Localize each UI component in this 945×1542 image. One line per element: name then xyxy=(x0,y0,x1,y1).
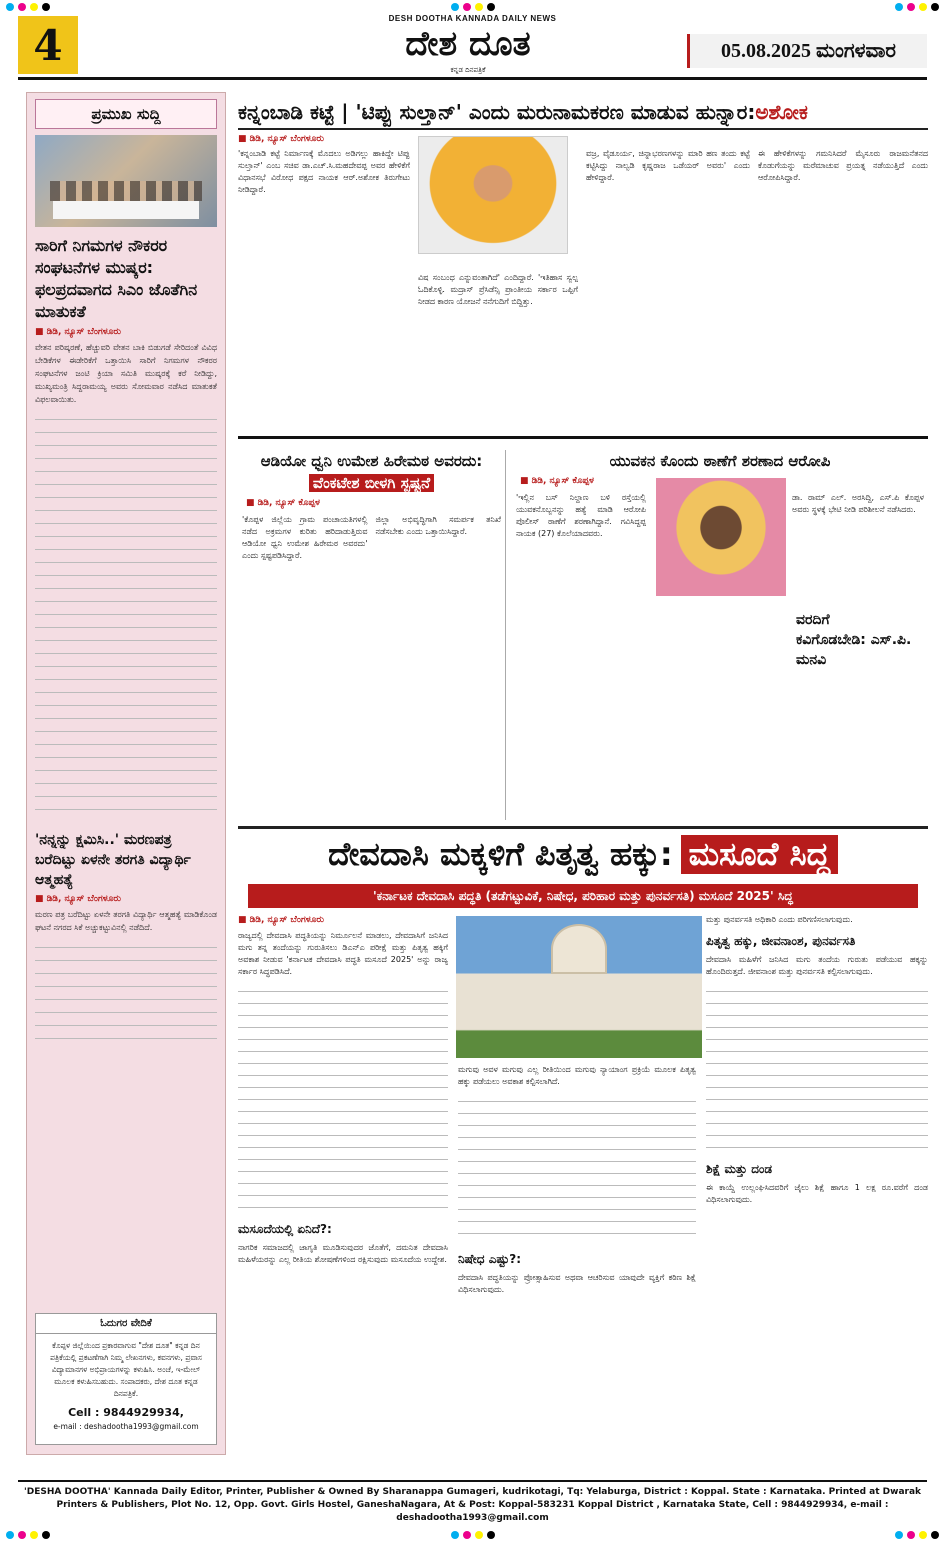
readers-forum-text: ಕೊಪ್ಪಳ ಜಿಲ್ಲೆಯಿಂದ ಪ್ರಕಾರವಾಗುವ "ದೇಶ ದೂತ" ಕನ್ನಡ ದಿನ ಪತ್ರಿಕೆಯಲ್ಲಿ ಪ್ರಕಟಣೆಗಾಗಿ ನಿಮ್ಮ ಲೇಖನಗಳು, ಕವನಗಳು, ಪ್ರವಾಸ ವಿದ್ಯಾಮಾನಗಳ ಅಭಿಪ್ರಾಯಗಳನ್ನು ಕಳುಹಿಸಿ. ಅಂಚೆ, ಇ-ಮೇಲ್ ಮೂಲಕ ಕಳುಹಿಸಬಹುದು. ಸಂಪಾದಕರು, ದೇಶ ದೂತ ಕನ್ನಡ ದಿನಪತ್ರಿಕೆ. xyxy=(50,1341,202,1398)
top-headline xyxy=(238,96,928,130)
murder-byline: ■ ಡಿಡಿ, ನ್ಯೂಸ್ ಕೊಪ್ಪಳ xyxy=(520,476,594,486)
left-column xyxy=(26,92,226,1455)
devadasi-col-3 xyxy=(706,914,928,1462)
imprint-footer: 'DESHA DOOTHA' Kannada Daily Editor, Printer, Publisher & Owned By Sharanappa Gumageri, kudrikotagi, Tq: Yelaburga, District : Koppal. State : Karnataka. Printed at Dwarak Printers & Publishers, Plot No. 12, Opp. Govt. Girls Hostel, GaneshaNagara, At & Post: Koppal-583231 Koppal District , Karnataka State, Cell : 9844929934, e-mail : deshadootha1993@gmail.com xyxy=(18,1480,927,1526)
vidhana-soudha-photo xyxy=(456,916,702,1058)
murder-headline: ಯುವಕನ ಕೊಂದು ಠಾಣೆಗೆ ಶರಣಾದ ಆರೋಪಿ xyxy=(609,452,831,470)
page-number: 4 xyxy=(18,16,78,74)
audio-col-2: ಜಿಲ್ಲಾ ಅಭಿವೃದ್ಧಿಗಾಗಿ ಸಮರ್ಪಕ ತನಿಖೆ ನಡೆಸಬೇಕು ಎಂದು ಒತ್ತಾಯಿಸಿದ್ದಾರೆ. xyxy=(375,515,501,536)
masthead xyxy=(18,14,927,80)
devadasi-col-3-text: ಮತ್ತು ಪುನರ್ವಸತಿ ಅಧಿಕಾರಿ ಎಂದು ಪರಿಗಣಿಸಲಾಗುವುದು. xyxy=(706,915,853,924)
kannada-masthead: ದೇಶ ದೂತ xyxy=(405,24,531,64)
devadasi-story xyxy=(238,914,928,1462)
left-byline: ■ ಡಿಡಿ, ನ್ಯೂಸ್ ಬೆಂಗಳೂರು xyxy=(35,327,121,337)
devadasi-col-1 xyxy=(238,914,448,1462)
devadasi-col-2-text: ಮಗುವು ಅವಳ ಮಗುವು ಎಲ್ಲ ರೀತಿಯಿಂದ ಮಗುವು ನ್ಯಾಯಾಂಗ ಪ್ರಕ್ರಿಯೆ ಮೂಲಕ ಪಿತೃತ್ವ ಹಕ್ಕು ಪಡೆಯಲು ಅವಕಾಶ ಕಲ್ಪಿಸಲಾಗಿದೆ. xyxy=(458,1065,696,1086)
left-body-2-continued xyxy=(35,940,217,1050)
devadasi-col-2-continued xyxy=(458,1094,696,1244)
readers-forum-title: ಓದುಗರ ವೇದಿಕೆ xyxy=(36,1314,216,1334)
readers-cell: Cell : 9844929934, xyxy=(68,1406,184,1419)
murder-story xyxy=(512,450,928,820)
devadasi-col-1-text: ರಾಜ್ಯದಲ್ಲಿ ದೇವದಾಸಿ ಪದ್ಧತಿಯನ್ನು ನಿರ್ಮೂಲನೆ ಮಾಡಲು, ದೇವದಾಸಿಗೆ ಜನಿಸಿದ ಮಗು ತನ್ನ ತಂದೆಯನ್ನು ಗುರುತಿಸಲು ಡಿಎನ್‌ಎ ಪರೀಕ್ಷೆ ಮತ್ತು ಪಿತೃತ್ವ ಹಕ್ಕಿಗೆ ಅವಕಾಶ ನೀಡುವ 'ಕರ್ನಾಟಕ ದೇವದಾಸಿ ಪದ್ಧತಿ ಮಸೂದೆ 2025' ಅನ್ನು ರಾಜ್ಯ ಸರ್ಕಾರ ಸಿದ್ಧಪಡಿಸಿದೆ. xyxy=(238,931,448,976)
top-byline: ■ ಡಿಡಿ, ನ್ಯೂಸ್ ಬೆಂಗಳೂರು xyxy=(238,134,324,144)
devadasi-col-1-continued xyxy=(238,984,448,1214)
devadasi-byline: ■ ಡಿಡಿ, ನ್ಯೂಸ್ ಬೆಂಗಳೂರು xyxy=(238,915,324,925)
left-body-continued xyxy=(35,412,217,822)
devadasi-col-2b-text: ದೇವದಾಸಿ ಪದ್ಧತಿಯನ್ನು ಪ್ರೋತ್ಸಾಹಿಸುವ ಅಥವಾ ಆಚರಿಸುವ ಯಾವುದೇ ವ್ಯಕ್ತಿಗೆ ಕಠಿಣ ಶಿಕ್ಷೆ ವಿಧಿಸಲಾಗುವುದು. xyxy=(458,1273,696,1294)
top-headline-main: ಕನ್ನಂಬಾಡಿ ಕಟ್ಟೆ | 'ಟಿಪ್ಪು ಸುಲ್ತಾನ್' ಎಂದು ಮರುನಾಮಕರಣ ಮಾಡುವ ಹುನ್ನಾರ: xyxy=(238,100,756,124)
devadasi-col-3b-text: ದೇವದಾಸಿ ಮಹಿಳೆಗೆ ಜನಿಸಿದ ಮಗು ತಂದೆಯ ಗುರುತು ಪಡೆಯುವ ಹಕ್ಕನ್ನು ಹೊಂದಿರುತ್ತದೆ. ಜೀವನಾಂಶ ಮತ್ತು ಪುನರ್ವಸತಿ ಕಲ್ಪಿಸಲಾಗುವುದು. xyxy=(706,955,928,976)
devadasi-col-1b-text: ನಾಗರಿಕ ಸಮಾಜದಲ್ಲಿ ಜಾಗೃತಿ ಮೂಡಿಸುವುದರ ಜೊತೆಗೆ, ದಮನಿತ ದೇವದಾಸಿ ಮಹಿಳೆಯರನ್ನು ಎಲ್ಲ ರೀತಿಯ ಶೋಷಣೆಗಳಿಂದ ರಕ್ಷಿಸುವುದು ಮಸೂದೆಯ ಉದ್ದೇಶ. xyxy=(238,1243,448,1264)
registration-strip-bottom xyxy=(0,1528,945,1542)
meeting-photo xyxy=(35,135,217,227)
audio-story xyxy=(238,450,506,820)
left-headline: ಸಾರಿಗೆ ನಿಗಮಗಳ ನೌಕರರ ಸಂಘಟನೆಗಳ ಮುಷ್ಕರ: ಫಲಪ್ರದವಾಗದ ಸಿಎಂ ಜೊತೆಗಿನ ಮಾತುಕತೆ xyxy=(35,236,198,321)
top-col-4: ಈ ಹೇಳಿಕೆಗಳನ್ನು ಗಮನಿಸಿದರೆ ಮೈಸೂರು ರಾಜಮನೆತನದ ಕೊಡುಗೆಯನ್ನು ಮರೆಮಾಚುವ ಪ್ರಯತ್ನ ನಡೆಯುತ್ತಿದೆ ಎಂದು ಆರೋಪಿಸಿದ್ದಾರೆ. xyxy=(758,149,928,182)
banner-headline xyxy=(238,826,928,880)
caption-block xyxy=(796,610,928,670)
victim-photo xyxy=(656,478,786,596)
top-col-1: 'ಕನ್ನಂಬಾಡಿ ಕಟ್ಟೆ ನಿರ್ಮಾಣಕ್ಕೆ ಮೊದಲು ಅಡಿಗಲ್ಲು ಹಾಕಿದ್ದೇ ಟಿಪ್ಪು ಸುಲ್ತಾನ್' ಎಂಬ ಸಚಿವ ಡಾ.ಎಚ್.ಸಿ.ಮಹದೇವಪ್ಪ ಅವರ ಹೇಳಿಕೆಗೆ ವಿಧಾನಸಭೆ ವಿರೋಧ ಪಕ್ಷದ ನಾಯಕ ಆರ್.ಅಶೋಕ ತಿರುಗೇಟು ನೀಡಿದ್ದಾರೆ. xyxy=(238,149,410,194)
banner-headline-highlight: ಮಸೂದೆ ಸಿದ್ಧ xyxy=(681,835,838,874)
readers-email: e-mail : deshadootha1993@gmail.com xyxy=(53,1422,199,1431)
audio-col-1: 'ಕೊಪ್ಪಳ ಜಿಲ್ಲೆಯ ಗ್ರಾಮ ಪಂಚಾಯತಿಗಳಲ್ಲಿ ನಡೆದ ಅಕ್ರಮಗಳ ಕುರಿತು ಹರಿದಾಡುತ್ತಿರುವ ಆಡಿಯೋ ಧ್ವನಿ ಉಮೇಶ ಹಿರೇಮಠ ಅವರದು' ಎಂದು ಸ್ಪಷ್ಟಪಡಿಸಿದ್ದಾರೆ. xyxy=(242,515,368,560)
banner-subheadline: 'ಕರ್ನಾಟಕ ದೇವದಾಸಿ ಪದ್ಧತಿ (ತಡೆಗಟ್ಟುವಿಕೆ, ನಿಷೇಧ, ಪರಿಹಾರ ಮತ್ತು ಪುನರ್ವಸತಿ) ಮಸೂದೆ 2025' ಸಿದ್ಧ xyxy=(248,884,918,908)
murder-col-2: ಡಾ. ರಾಮ್ ಎಲ್. ಅರಸಿದ್ದಿ, ಎಸ್.ಪಿ ಕೊಪ್ಪಳ ಅವರು ಸ್ಥಳಕ್ಕೆ ಭೇಟಿ ನೀಡಿ ಪರಿಶೀಲನೆ ನಡೆಸಿದರು. xyxy=(792,493,924,514)
dateline: 05.08.2025 ಮಂಗಳವಾರ xyxy=(687,34,927,68)
left-byline-2: ■ ಡಿಡಿ, ನ್ಯೂಸ್ ಬೆಂಗಳೂರು xyxy=(35,894,121,904)
left-body-2: ಮರಣ ಪತ್ರ ಬರೆದಿಟ್ಟು ಏಳನೇ ತರಗತಿ ವಿದ್ಯಾರ್ಥಿ ಆತ್ಮಹತ್ಯೆ ಮಾಡಿಕೊಂಡ ಘಟನೆ ನಗರದ ಸಿಕೆ ಅಚ್ಚುಕಟ್ಟುವಿನಲ್ಲಿ ನಡೆದಿದೆ. xyxy=(35,910,217,932)
registration-strip-top xyxy=(0,0,945,14)
minister-photo xyxy=(418,136,568,254)
devadasi-col-3c-text: ಈ ಕಾಯ್ದೆ ಉಲ್ಲಂಘಿಸಿದವರಿಗೆ ಜೈಲು ಶಿಕ್ಷೆ ಹಾಗೂ 1 ಲಕ್ಷ ರೂ.ವರೆಗೆ ದಂಡ ವಿಧಿಸಲಾಗುವುದು. xyxy=(706,1183,928,1204)
devadasi-col-3-continued xyxy=(706,984,928,1154)
devadasi-subhead-2: ನಿಷೇಧ ಎಷ್ಟು?: xyxy=(458,1252,522,1266)
masthead-tagline: ಕನ್ನಡ ದಿನಪತ್ರಿಕೆ xyxy=(450,66,486,74)
devadasi-subhead-1: ಮಸೂದೆಯಲ್ಲಿ ಏನಿದೆ?: xyxy=(238,1222,332,1236)
left-body: ವೇತನ ಪರಿಷ್ಕರಣೆ, ಹೆಚ್ಚುವರಿ ವೇತನ ಬಾಕಿ ಬಿಡುಗಡೆ ಸೇರಿದಂತೆ ವಿವಿಧ ಬೇಡಿಕೆಗಳ ಈಡೇರಿಕೆಗೆ ಒತ್ತಾಯಿಸಿ ಸಾರಿಗೆ ನಿಗಮಗಳ ನೌಕರರ ಸಂಘಟನೆಗಳ ಜಂಟಿ ಕ್ರಿಯಾ ಸಮಿತಿ ಮುಷ್ಕರಕ್ಕೆ ಕರೆ ನೀಡಿದ್ದು, ಮುಖ್ಯಮಂತ್ರಿ ಸಿದ್ದರಾಮಯ್ಯ ಅವರು ಸೋಮವಾರ ನಡೆಸಿದ ಮಾತುಕತೆ ವಿಫಲವಾಯಿತು. xyxy=(35,343,217,404)
left-headline-2: 'ನನ್ನನ್ನು ಕ್ಷಮಿಸಿ..' ಮರಣಪತ್ರ ಬರೆದಿಟ್ಟು ಏಳನೇ ತರಗತಿ ವಿದ್ಯಾರ್ಥಿ ಆತ್ಮಹತ್ಯೆ xyxy=(35,832,191,888)
caption-label: ವರದಿಗೆ xyxy=(796,612,830,628)
top-col-3: ವಜ್ರ, ವೈಡೂರ್ಯ, ಚಿನ್ನಾಭರಣಗಳನ್ನು ಮಾರಿ ಹಣ ತಂದು ಕಟ್ಟೆ ಕಟ್ಟಿಸಿದ್ದು ನಾಲ್ವಡಿ ಕೃಷ್ಣರಾಜ ಒಡೆಯರ್ ಅವರು' ಎಂದು ಹೇಳಿದ್ದಾರೆ. xyxy=(586,149,750,182)
top-story xyxy=(238,96,928,436)
murder-col-1: 'ಇಲ್ಲಿನ ಬಸ್ ನಿಲ್ದಾಣ ಬಳಿ ರಸ್ತೆಯಲ್ಲಿ ಯುವಕನೊಬ್ಬನನ್ನು ಹತ್ಯೆ ಮಾಡಿ ಆರೋಪಿ ಪೊಲೀಸ್ ಠಾಣೆಗೆ ಶರಣಾಗಿದ್ದಾನೆ. ಗವಿಸಿದ್ದಪ್ಪ ನಾಯಕ (27) ಕೊಲೆಯಾದವರು. xyxy=(516,493,646,538)
top-headline-name: ಅಶೋಕ xyxy=(755,100,808,124)
section-title: ಪ್ರಮುಖ ಸುದ್ದಿ xyxy=(35,99,217,129)
caption-name: ಕವಿಗೊಡಬೇಡಿ: ಎಸ್.ಪಿ. ಮನವಿ xyxy=(796,632,912,668)
top-story-rule xyxy=(238,436,928,439)
audio-byline: ■ ಡಿಡಿ, ನ್ಯೂಸ್ ಕೊಪ್ಪಳ xyxy=(246,498,320,508)
audio-headline xyxy=(238,450,505,494)
audio-headline-main: ಆಡಿಯೋ ಧ್ವನಿ ಉಮೇಶ ಹಿರೇಮಠ ಅವರದು: xyxy=(260,452,483,470)
devadasi-subhead-3: ಪಿತೃತ್ವ ಹಕ್ಕು, ಜೀವನಾಂಶ, ಪುನರ್ವಸತಿ xyxy=(706,934,856,948)
top-col-2: ವಿಷ ಸಂಬಂಧ ಎನ್ನುವಂತಾಗಿದೆ' ಎಂದಿದ್ದಾರೆ. 'ಇತಿಹಾಸ ಸ್ವಲ್ಪ ಓದಿಕೊಳ್ಳಿ. ಮದ್ರಾಸ್ ಪ್ರೆಸಿಡೆನ್ಸಿ ಪ್ರಾಂತೀಯ ಸರ್ಕಾರ ಒಪ್ಪಿಗೆ ನೀಡದ ಕಾರಣ ಯೋಜನೆ ನನೆಗುದಿಗೆ ಬಿದ್ದಿತ್ತು. xyxy=(418,273,578,306)
devadasi-subhead-4: ಶಿಕ್ಷೆ ಮತ್ತು ದಂಡ xyxy=(706,1162,772,1176)
audio-headline-highlight: ವೆಂಕಟೇಶ ಬೀಳಗಿ ಸ್ಪಷ್ಟನೆ xyxy=(309,474,434,492)
english-masthead: DESH DOOTHA KANNADA DAILY NEWS xyxy=(388,14,557,23)
readers-forum-box xyxy=(35,1313,217,1445)
banner-headline-main: ದೇವದಾಸಿ ಮಕ್ಕಳಿಗೆ ಪಿತೃತ್ವ ಹಕ್ಕು: xyxy=(328,835,673,873)
